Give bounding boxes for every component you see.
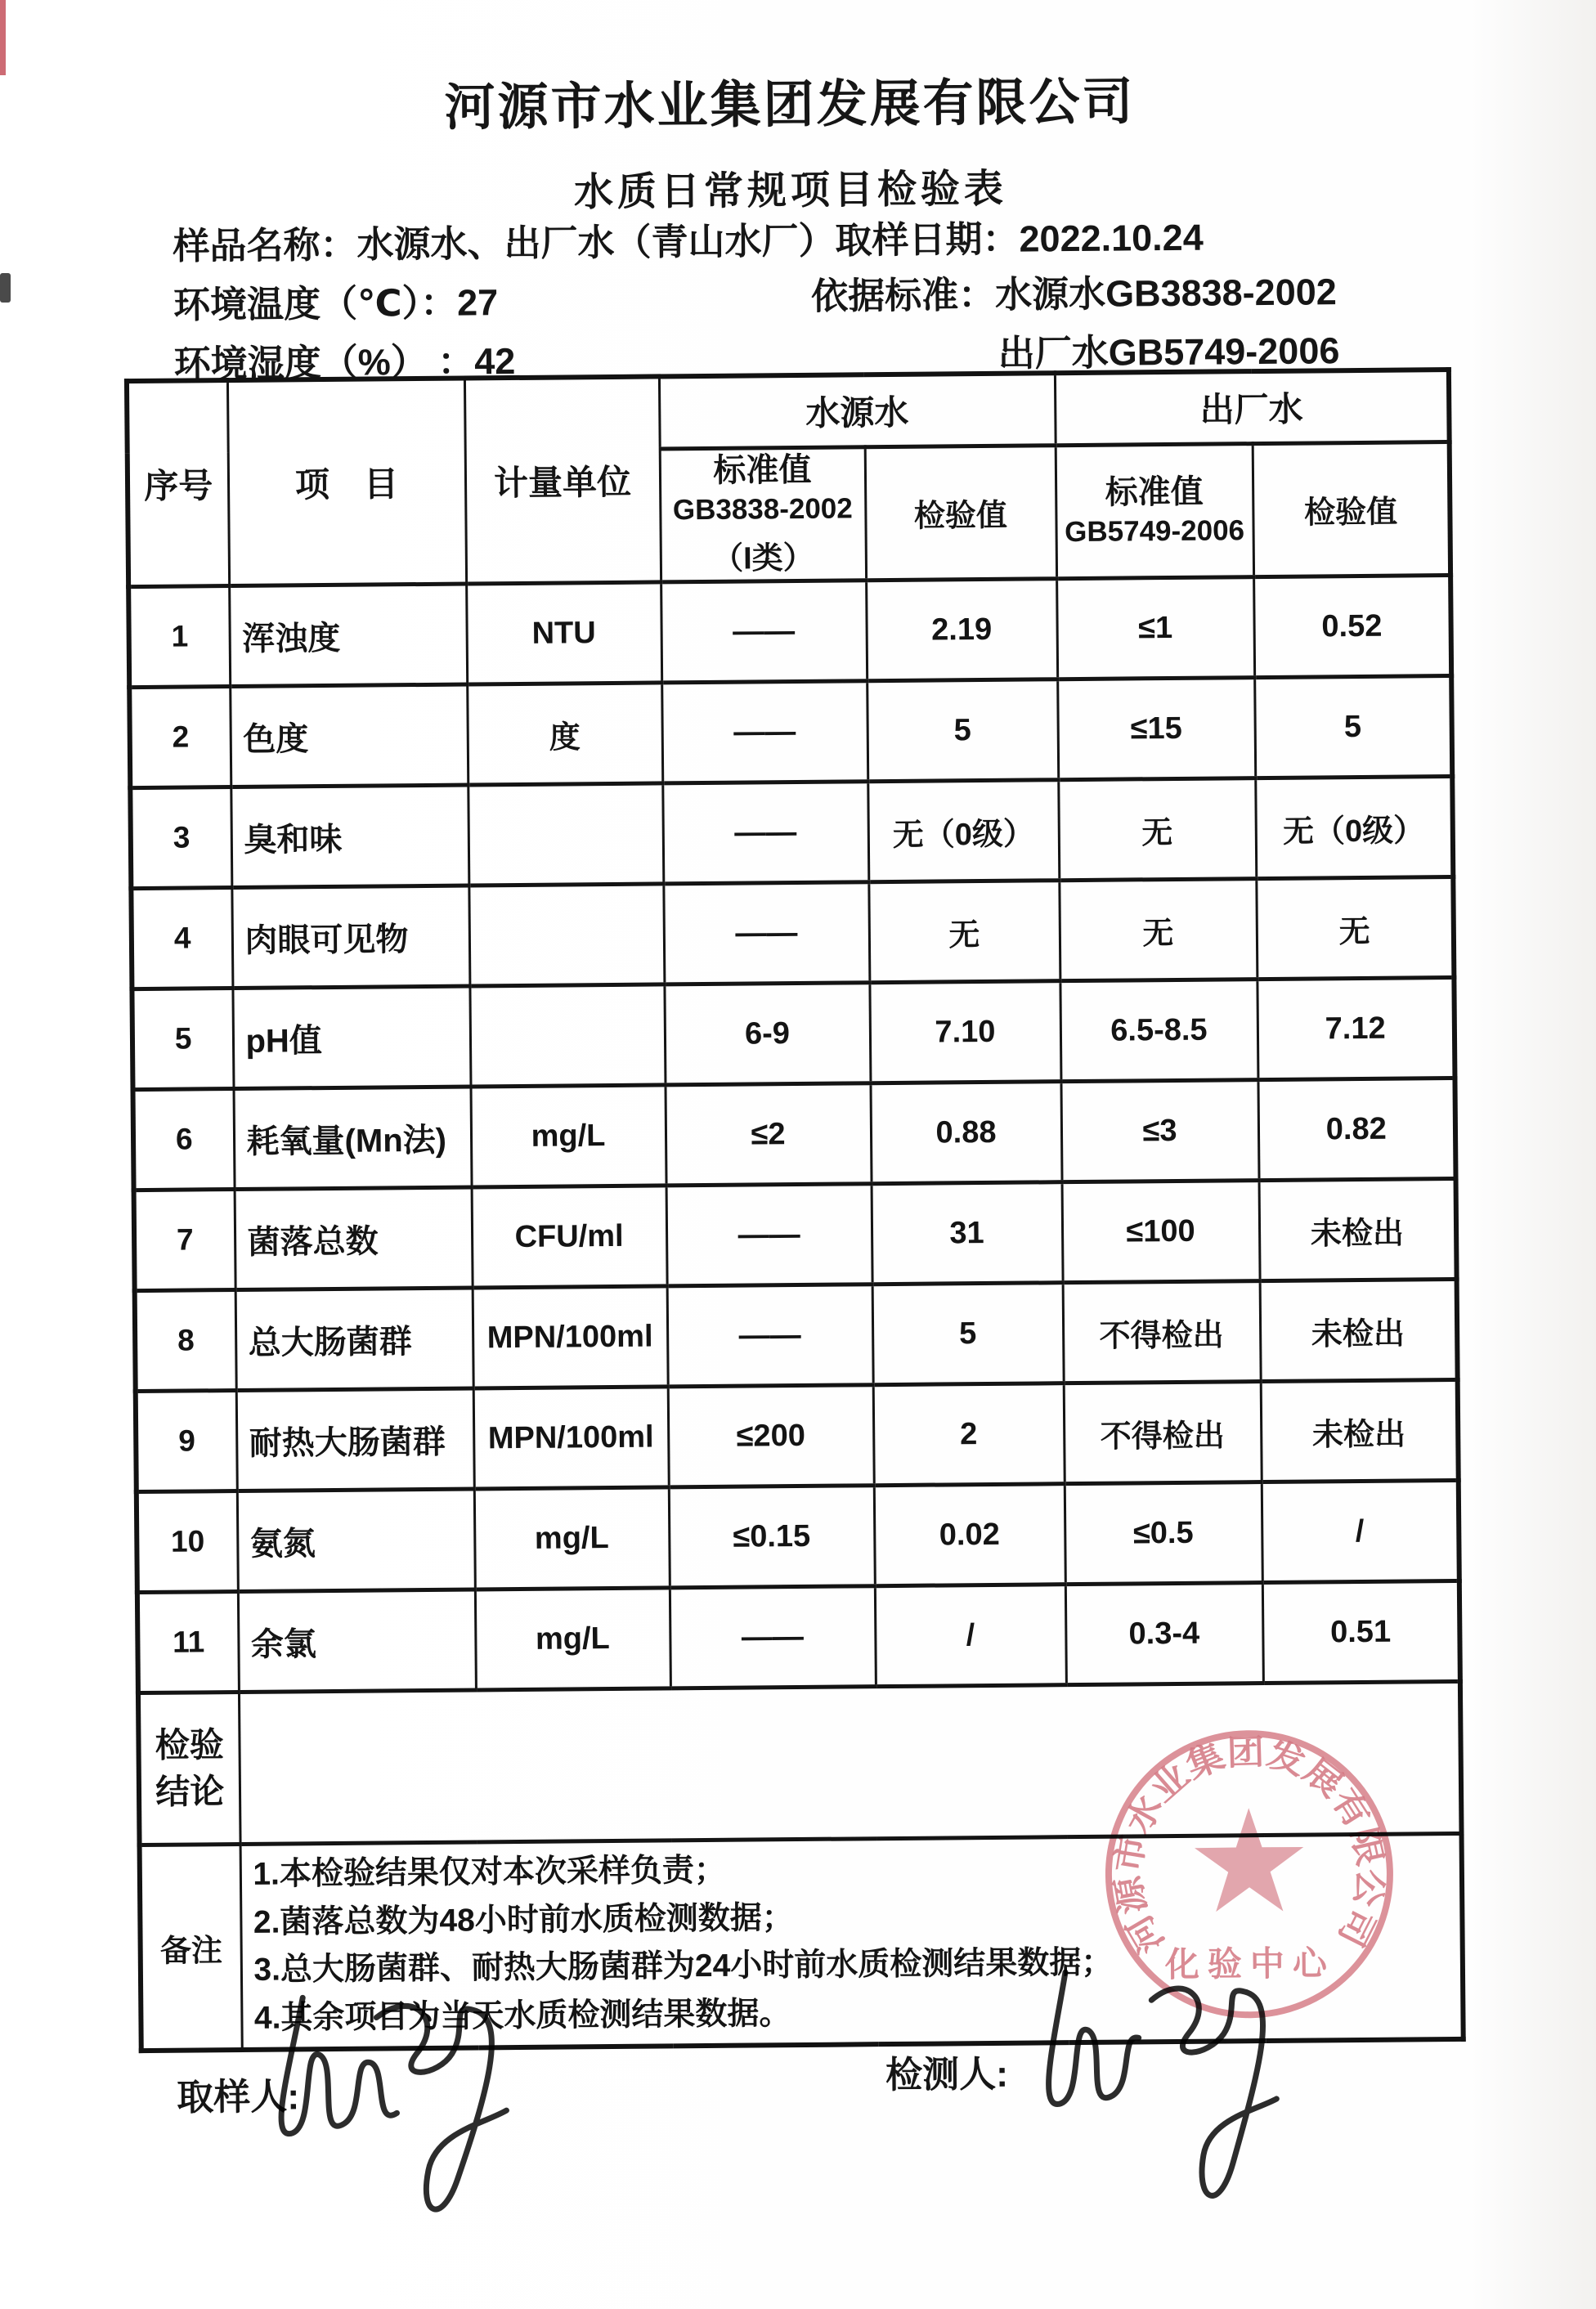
- cell-unit: 度: [467, 683, 662, 785]
- cell-factory-value: 未检出: [1260, 1280, 1458, 1382]
- cell-source-value: 31: [872, 1182, 1063, 1285]
- col-header-unit: 计量单位: [464, 376, 661, 584]
- standard-label: 依据标准：: [810, 273, 996, 317]
- cell-unit: [468, 884, 664, 986]
- cell-factory-value: /: [1262, 1481, 1459, 1583]
- cell-unit: [469, 984, 665, 1087]
- cell-item: 耐热大肠菌群: [236, 1388, 474, 1491]
- cell-seq: 3: [130, 787, 231, 889]
- cell-seq: 7: [134, 1190, 235, 1291]
- cell-source-value: 无（0级）: [867, 780, 1059, 882]
- sampler-signature: [253, 1971, 526, 2244]
- cell-source-standard: ≤200: [668, 1385, 874, 1487]
- remark-line: 3.总大肠菌群、耐热大肠菌群为24小时前水质检测结果数据；: [253, 1945, 1114, 1988]
- col-header-factory-standard: [1056, 443, 1253, 579]
- table-row: [131, 877, 1454, 989]
- cell-source-value: 无: [868, 881, 1060, 983]
- cell-unit: mg/L: [475, 1588, 670, 1690]
- sampling-date-label: 取样日期：: [835, 217, 1020, 262]
- cell-factory-standard: ≤100: [1062, 1181, 1260, 1283]
- cell-factory-standard: 不得检出: [1064, 1382, 1262, 1484]
- cell-factory-standard: ≤0.5: [1065, 1482, 1262, 1585]
- cell-factory-standard: 6.5-8.5: [1060, 980, 1258, 1082]
- table-row: [132, 978, 1455, 1090]
- table-row: [136, 1380, 1459, 1492]
- cell-source-standard: ——: [661, 581, 867, 683]
- table-row: [128, 576, 1451, 688]
- source-standard-line3: （I类）: [711, 540, 814, 576]
- remark-line: 4.其余项目为当天水质检测结果数据。: [253, 1996, 791, 2036]
- cell-source-value: 2.19: [866, 579, 1057, 681]
- cell-item: 耗氧量(Mn法): [234, 1087, 472, 1190]
- factory-standard-line2: GB5749-2006: [1064, 514, 1245, 549]
- table-row: [135, 1280, 1458, 1392]
- cell-item: 菌落总数: [235, 1187, 473, 1290]
- cell-seq: 11: [137, 1592, 239, 1693]
- cell-source-standard: ——: [666, 1184, 872, 1286]
- source-standard-line1: 标准值: [713, 451, 812, 489]
- remark-line: 2.菌落总数为48小时前水质检测数据；: [253, 1899, 794, 1940]
- cell-unit: mg/L: [470, 1085, 666, 1187]
- source-standard-line2: GB3838-2002: [672, 491, 853, 526]
- cell-seq: 4: [131, 888, 232, 989]
- cell-factory-value: 7.12: [1257, 978, 1455, 1080]
- cell-unit: CFU/ml: [472, 1186, 667, 1288]
- table-row: [137, 1581, 1460, 1693]
- tester-label: 检测人:: [885, 2052, 1009, 2096]
- cell-unit: MPN/100ml: [473, 1387, 669, 1489]
- cell-item: 余氯: [238, 1589, 476, 1693]
- cell-factory-value: 未检出: [1261, 1380, 1459, 1482]
- cell-source-standard: 6-9: [664, 983, 870, 1085]
- cell-source-value: /: [875, 1585, 1066, 1687]
- cell-seq: 2: [129, 687, 231, 788]
- cell-source-value: 0.88: [870, 1082, 1061, 1184]
- remark-line: 1.本检验结果仅对本次采样负责；: [253, 1853, 727, 1893]
- cell-source-standard: ≤2: [665, 1083, 871, 1186]
- cell-factory-standard: 0.3-4: [1065, 1583, 1263, 1685]
- cell-item: 浑浊度: [229, 584, 467, 687]
- cell-factory-standard: 不得检出: [1063, 1281, 1261, 1383]
- cell-factory-standard: ≤3: [1060, 1080, 1258, 1182]
- seal-ring-text: 河源市水业集团发展有限公司: [1108, 1733, 1391, 1960]
- col-header-source-value: 检验值: [865, 445, 1056, 581]
- cell-item: 色度: [230, 684, 468, 787]
- cell-factory-standard: 无: [1058, 778, 1256, 881]
- cell-factory-value: 未检出: [1259, 1179, 1457, 1281]
- tester-signature: [1020, 1950, 1293, 2231]
- table-row: [133, 1078, 1456, 1190]
- cell-unit: NTU: [466, 582, 661, 684]
- cell-source-value: 7.10: [869, 981, 1060, 1083]
- cell-source-standard: ——: [663, 882, 869, 984]
- cell-source-standard: ——: [667, 1285, 873, 1387]
- cell-unit: MPN/100ml: [473, 1286, 668, 1388]
- cell-seq: 5: [132, 989, 233, 1090]
- table-header-group-row: [127, 370, 1450, 453]
- cell-item: 氨氮: [237, 1489, 475, 1592]
- cell-unit: [468, 783, 663, 885]
- conclusion-label-line1: 检验: [155, 1725, 224, 1765]
- col-header-item: 项 目: [227, 379, 466, 586]
- cell-seq: 8: [135, 1290, 236, 1392]
- col-header-factory-value: 检验值: [1253, 442, 1450, 577]
- conclusion-label: [138, 1693, 240, 1845]
- company-title: 河源市水业集团发展有限公司: [444, 74, 1136, 137]
- sample-info-line: [173, 208, 1204, 270]
- cell-unit: mg/L: [474, 1487, 670, 1589]
- standard-factory-water: 出厂水GB5749-2006: [998, 330, 1340, 374]
- cell-item: 总大肠菌群: [235, 1288, 473, 1391]
- cell-item: pH值: [232, 986, 470, 1089]
- cell-factory-value: 0.82: [1258, 1078, 1455, 1181]
- seal-center-text: 化验中心: [1164, 1944, 1336, 1984]
- factory-standard-line1: 标准值: [1105, 473, 1204, 511]
- cell-source-standard: ≤0.15: [669, 1486, 875, 1588]
- table-row: [130, 777, 1453, 889]
- cell-factory-value: 0.52: [1253, 576, 1451, 678]
- sampling-date-value: 2022.10.24: [1019, 216, 1204, 260]
- cell-source-standard: ——: [662, 782, 868, 884]
- sampler-label: 取样人:: [177, 2075, 300, 2118]
- conclusion-label-line2: 结论: [155, 1772, 225, 1811]
- cell-source-value: 2: [873, 1383, 1065, 1486]
- table-row: [129, 676, 1452, 788]
- col-group-source-water: 水源水: [659, 373, 1056, 448]
- cell-factory-value: 0.51: [1262, 1581, 1460, 1684]
- cell-source-value: 0.02: [874, 1484, 1065, 1586]
- cell-factory-standard: 无: [1059, 879, 1257, 981]
- cell-factory-value: 5: [1254, 676, 1452, 778]
- cell-seq: 6: [133, 1089, 235, 1190]
- seal-star: [1195, 1808, 1304, 1912]
- sample-name-label: 样品名称：: [173, 223, 357, 267]
- standard-source-water: 水源水GB3838-2002: [994, 271, 1337, 316]
- col-header-seq: 序号: [127, 380, 229, 587]
- env-humidity: 环境湿度（%） ：42: [173, 339, 516, 385]
- env-temperature: 环境温度（℃）：27: [173, 281, 499, 326]
- cell-factory-value: 无: [1256, 877, 1454, 980]
- col-group-factory-water: 出厂水: [1055, 370, 1450, 445]
- form-title: 水质日常规项目检验表: [573, 167, 1008, 215]
- cell-source-value: 5: [872, 1283, 1064, 1385]
- col-header-source-standard: [660, 446, 866, 582]
- cell-source-standard: ——: [661, 681, 867, 783]
- cell-factory-standard: ≤1: [1056, 577, 1254, 679]
- cell-source-value: 5: [867, 679, 1058, 782]
- remarks-label: 备注: [140, 1845, 242, 2051]
- cell-item: 臭和味: [231, 785, 468, 888]
- sample-name-value: 水源水、出厂水（青山水厂）: [356, 219, 836, 266]
- table-row: [137, 1481, 1459, 1593]
- cell-seq: 10: [137, 1491, 238, 1593]
- standard-reference-line: [811, 262, 1337, 320]
- table-row: [134, 1179, 1457, 1291]
- cell-factory-value: 无（0级）: [1255, 777, 1453, 879]
- cell-factory-standard: ≤15: [1057, 678, 1255, 780]
- cell-seq: 9: [136, 1391, 237, 1492]
- cell-item: 肉眼可见物: [231, 885, 469, 989]
- cell-seq: 1: [128, 586, 230, 688]
- cell-source-standard: ——: [670, 1586, 876, 1688]
